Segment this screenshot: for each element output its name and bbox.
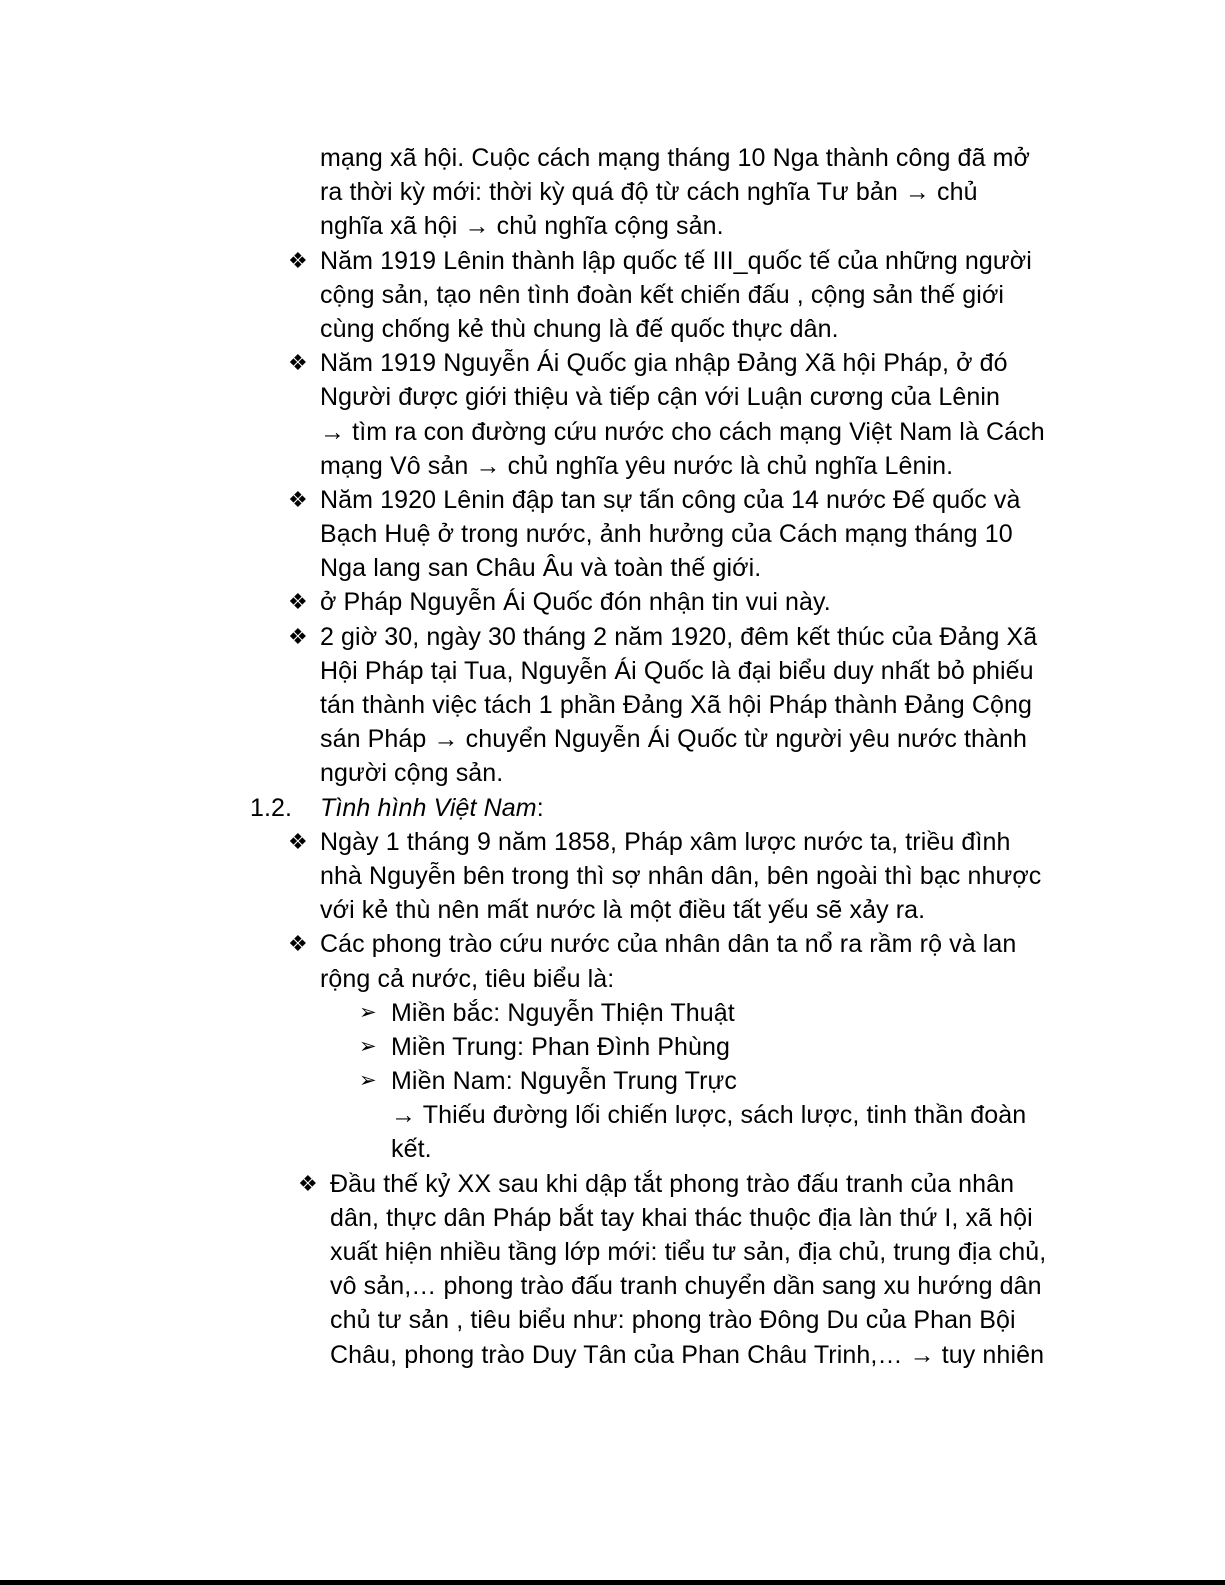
- list-item: [0, 585, 1225, 619]
- sub-list-item: [0, 996, 1225, 1030]
- section-number: 1.2.: [250, 793, 293, 822]
- text-line: Năm 1919 Nguyễn Ái Quốc gia nhập Đảng Xã hội Pháp, ở đó: [320, 349, 1008, 378]
- text-line: sán Pháp → chuyển Nguyễn Ái Quốc từ người yêu nước thành: [320, 725, 1028, 754]
- text-line: → tìm ra con đường cứu nước cho cách mạng Việt Nam là Cách: [320, 417, 1045, 446]
- arrow-bullet-icon: ➢: [359, 1034, 377, 1058]
- page-bottom-border: [0, 1580, 1225, 1585]
- text-line: Miền Nam: Nguyễn Trung Trực: [391, 1067, 737, 1096]
- intro-paragraph: [0, 141, 1225, 244]
- list-item: [0, 244, 1225, 347]
- list-item: [0, 927, 1225, 995]
- text-line: xuất hiện nhiều tầng lớp mới: tiểu tư sản, địa chủ, trung địa chủ,: [330, 1238, 1047, 1266]
- text-line: nghĩa xã hội → chủ nghĩa cộng sản.: [320, 212, 724, 241]
- arrow-bullet-icon: ➢: [359, 1069, 377, 1093]
- sub-list-item: [0, 1030, 1225, 1064]
- text-line: tán thành việc tách 1 phần Đảng Xã hội Pháp thành Đảng Cộng: [320, 691, 1032, 719]
- text-line: với kẻ thù nên mất nước là một điều tất yếu sẽ xảy ra.: [320, 896, 926, 925]
- list-item: [0, 483, 1225, 586]
- text-line: cộng sản, tạo nên tình đoàn kết chiến đấu , cộng sản thế giới: [320, 280, 1005, 309]
- diamond-bullet-icon: ❖: [288, 247, 308, 273]
- diamond-bullet-icon: ❖: [288, 931, 308, 957]
- text-line: Năm 1919 Lênin thành lập quốc tế III_quốc tế của những người: [320, 246, 1032, 275]
- list-item: [0, 825, 1225, 928]
- text-line: Châu, phong trào Duy Tân của Phan Châu Trinh,… → tuy nhiên: [330, 1340, 1045, 1369]
- text-line: cùng chống kẻ thù chung là đế quốc thực dân.: [320, 314, 839, 343]
- text-line: ở Pháp Nguyễn Ái Quốc đón nhận tin vui này.: [320, 588, 831, 617]
- text-line: nhà Nguyễn bên trong thì sợ nhân dân, bên ngoài thì bạc nhược: [320, 861, 1042, 890]
- text-line: Nga lang san Châu Âu và toàn thế giới.: [320, 554, 762, 583]
- text-line: Ngày 1 tháng 9 năm 1858, Pháp xâm lược nước ta, triều đình: [320, 827, 1011, 856]
- diamond-bullet-icon: ❖: [288, 623, 308, 649]
- list-item: [0, 620, 1225, 791]
- arrow-bullet-icon: ➢: [359, 1000, 377, 1024]
- diamond-bullet-icon: ❖: [298, 1170, 318, 1196]
- text-line: Bạch Huệ ở trong nước, ảnh hưởng của Cách mạng tháng 10: [320, 520, 1013, 549]
- text-line: mạng Vô sản → chủ nghĩa yêu nước là chủ nghĩa Lênin.: [320, 451, 954, 480]
- text-line: dân, thực dân Pháp bắt tay khai thác thuộc địa làn thứ I, xã hội: [330, 1203, 1033, 1232]
- text-line: ra thời kỳ mới: thời kỳ quá độ từ cách nghĩa Tư bản → chủ: [320, 178, 978, 207]
- text-line: → Thiếu đường lối chiến lược, sách lược, tinh thần đoàn: [391, 1101, 1027, 1130]
- text-line: Hội Pháp tại Tua, Nguyễn Ái Quốc là đại biểu duy nhất bỏ phiếu: [320, 656, 1034, 685]
- text-line: Các phong trào cứu nước của nhân dân ta nổ ra rầm rộ và lan: [320, 930, 1017, 959]
- text-line: Người được giới thiệu và tiếp cận với Luận cương của Lênin: [320, 383, 1000, 412]
- section-heading: [0, 791, 1225, 825]
- diamond-bullet-icon: ❖: [288, 350, 308, 376]
- text-line: chủ tư sản , tiêu biểu như: phong trào Đông Du của Phan Bội: [330, 1306, 1016, 1335]
- section-title-suffix: :: [536, 793, 544, 822]
- section-title: Tình hình Việt Nam: [320, 793, 537, 822]
- text-line: vô sản,… phong trào đấu tranh chuyển dần sang xu hướng dân: [330, 1272, 1042, 1301]
- text-line: Miền Trung: Phan Đình Phùng: [391, 1032, 731, 1061]
- text-line: kết.: [391, 1135, 432, 1164]
- text-line: người cộng sản.: [320, 759, 504, 788]
- text-line: Năm 1920 Lênin đập tan sự tấn công của 14 nước Đế quốc và: [320, 485, 1021, 514]
- list-item: [0, 1167, 1225, 1372]
- sub-list-item: [0, 1064, 1225, 1167]
- text-line: Miền bắc: Nguyễn Thiện Thuật: [391, 998, 735, 1027]
- text-line: Đầu thế kỷ XX sau khi dập tắt phong trào đấu tranh của nhân: [330, 1169, 1015, 1198]
- diamond-bullet-icon: ❖: [288, 486, 308, 512]
- text-line: 2 giờ 30, ngày 30 tháng 2 năm 1920, đêm kết thúc của Đảng Xã: [320, 622, 1038, 651]
- list-item: [0, 346, 1225, 483]
- text-line: rộng cả nước, tiêu biểu là:: [320, 964, 615, 993]
- diamond-bullet-icon: ❖: [288, 828, 308, 854]
- text-line: mạng xã hội. Cuộc cách mạng tháng 10 Nga thành công đã mở: [320, 144, 1031, 172]
- diamond-bullet-icon: ❖: [288, 589, 308, 615]
- document-body: [0, 141, 1225, 1372]
